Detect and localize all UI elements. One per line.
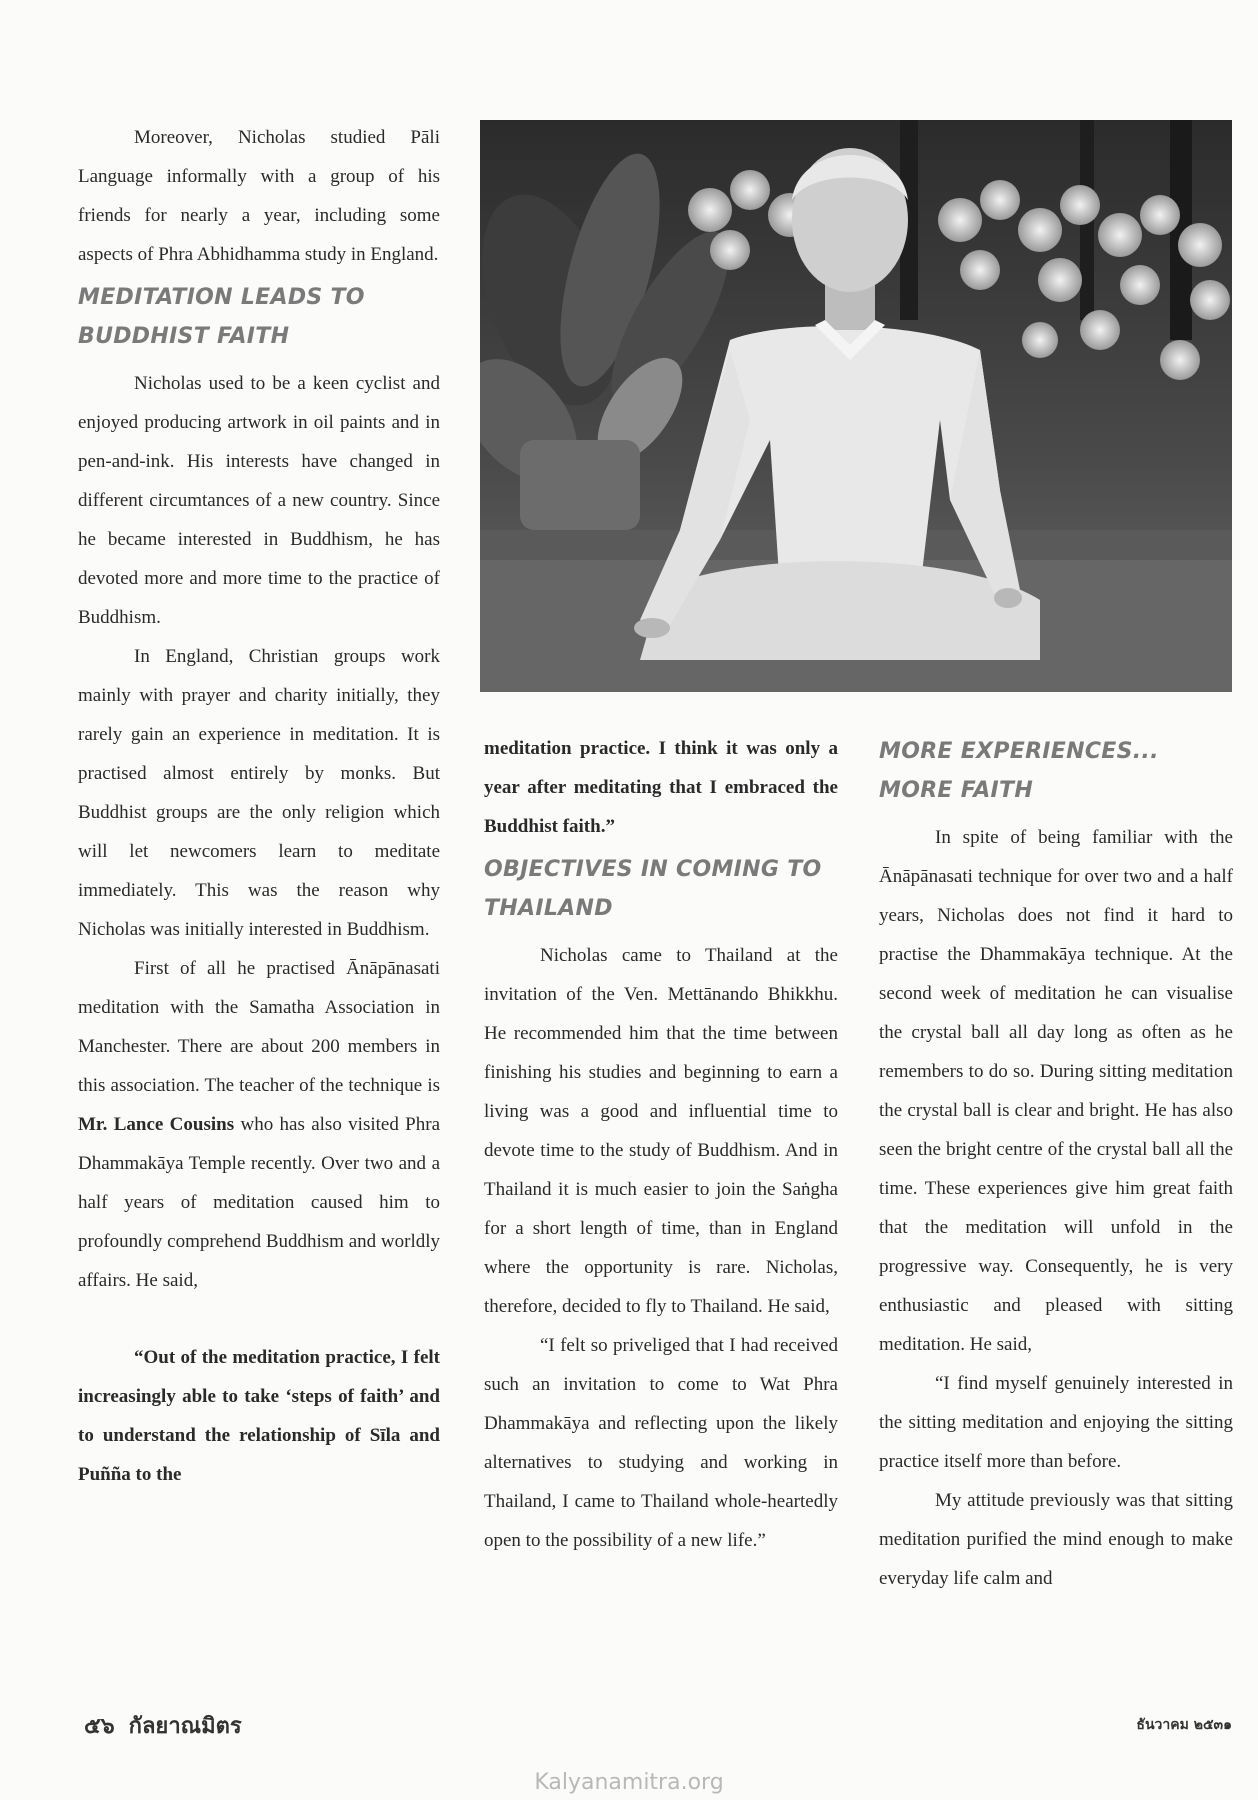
middle-column [484, 729, 838, 1560]
teacher-name: Mr. Lance Cousins [78, 1114, 235, 1135]
paragraph: In spite of being familiar with the Ānāpānasati technique for over two and a half years, Nicholas does not find it hard to practise the Dhammakāya technique. At the second week of meditation he can visualise the crystal ball all day long as often as he remembers to do so. During sitting meditation the crystal ball is clear and bright. He has also seen the bright centre of the crystal ball all the time. These experiences give him great faith that the meditation will unfold in the progressive way. Consequently, he is very enthusiastic and pleased with sitting meditation. He said, [879, 827, 1233, 1355]
paragraph: Nicholas came to Thailand at the invitation of the Ven. Mettānando Bhikkhu. He recommended him that the time between finishing his studies and beginning to earn a living was a good and influential time to devote time to the study of Buddhism. And in Thailand it is much easier to join the Saṅgha for a short length of time, than in England where the opportunity is rare. Nicholas, therefore, decided to fly to Thailand. He said, [484, 945, 838, 1317]
quote: “I find myself genuinely interested in the sitting meditation and enjoying the sitting practice itself more than before. [879, 1373, 1233, 1472]
paragraph: Nicholas used to be a keen cyclist and enjoyed producing artwork in oil paints and in pen-and-ink. His interests have changed in different circumtances of a new country. Since he became interested in Buddhism, he has devoted more and more time to the practice of Buddhism. [78, 373, 440, 628]
issue-date: ธันวาคม ๒๕๓๑ [1136, 1717, 1232, 1733]
right-column [879, 728, 1233, 1598]
watermark: Kalyanamitra.org [534, 1770, 724, 1795]
section-heading: MEDITATION LEADS TO BUDDHIST FAITH [78, 285, 365, 349]
quote: “I felt so priveliged that I had received such an invitation to come to Wat Phra Dhammakāya and reflecting upon the likely alternatives to studying and working in Thailand, I came to Thailand whole-heartedly open to the possibility of a new life.” [484, 1335, 838, 1551]
paragraph: Moreover, Nicholas studied Pāli Language informally with a group of his friends for nearly a year, including some aspects of Phra Abhidhamma study in England. [78, 127, 440, 265]
section-heading: OBJECTIVES IN COMING TO THAILAND [484, 857, 822, 921]
paragraph: My attitude previously was that sitting meditation purified the mind enough to make everyday life calm and [879, 1490, 1233, 1589]
magazine-name: กัลยาณมิตร [128, 1714, 242, 1739]
quote: “Out of the meditation practice, I felt increasingly able to take ‘steps of faith’ and to understand the relationship of Sīla and Puñña to the [78, 1347, 440, 1485]
section-heading: MORE EXPERIENCES... MORE FAITH [879, 739, 1159, 803]
paragraph [78, 949, 440, 1300]
page-number: ๕๖ [84, 1714, 115, 1739]
left-column [78, 118, 440, 1494]
paragraph: In England, Christian groups work mainly with prayer and charity initially, they rarely gain an experience in meditation. It is practised almost entirely by monks. But Buddhist groups are the only religion which will let newcomers learn to meditate immediately. This was the reason why Nicholas was initially interested in Buddhism. [78, 646, 440, 940]
quote-continuation: meditation practice. I think it was only a year after meditating that I embraced the Buddhist faith.” [484, 738, 838, 837]
footer-left [84, 1708, 242, 1743]
paragraph-text: who has also visited Phra Dhammakāya Temple recently. Over two and a half years of meditation caused him to profoundly comprehend Buddhism and worldly affairs. He said, [78, 1114, 441, 1291]
photo-man-seated-in-garden [480, 120, 1232, 692]
paragraph-text: First of all he practised Ānāpānasati meditation with the Samatha Association in Manchester. There are about 200 members in this association. The teacher of the technique is [78, 958, 440, 1096]
